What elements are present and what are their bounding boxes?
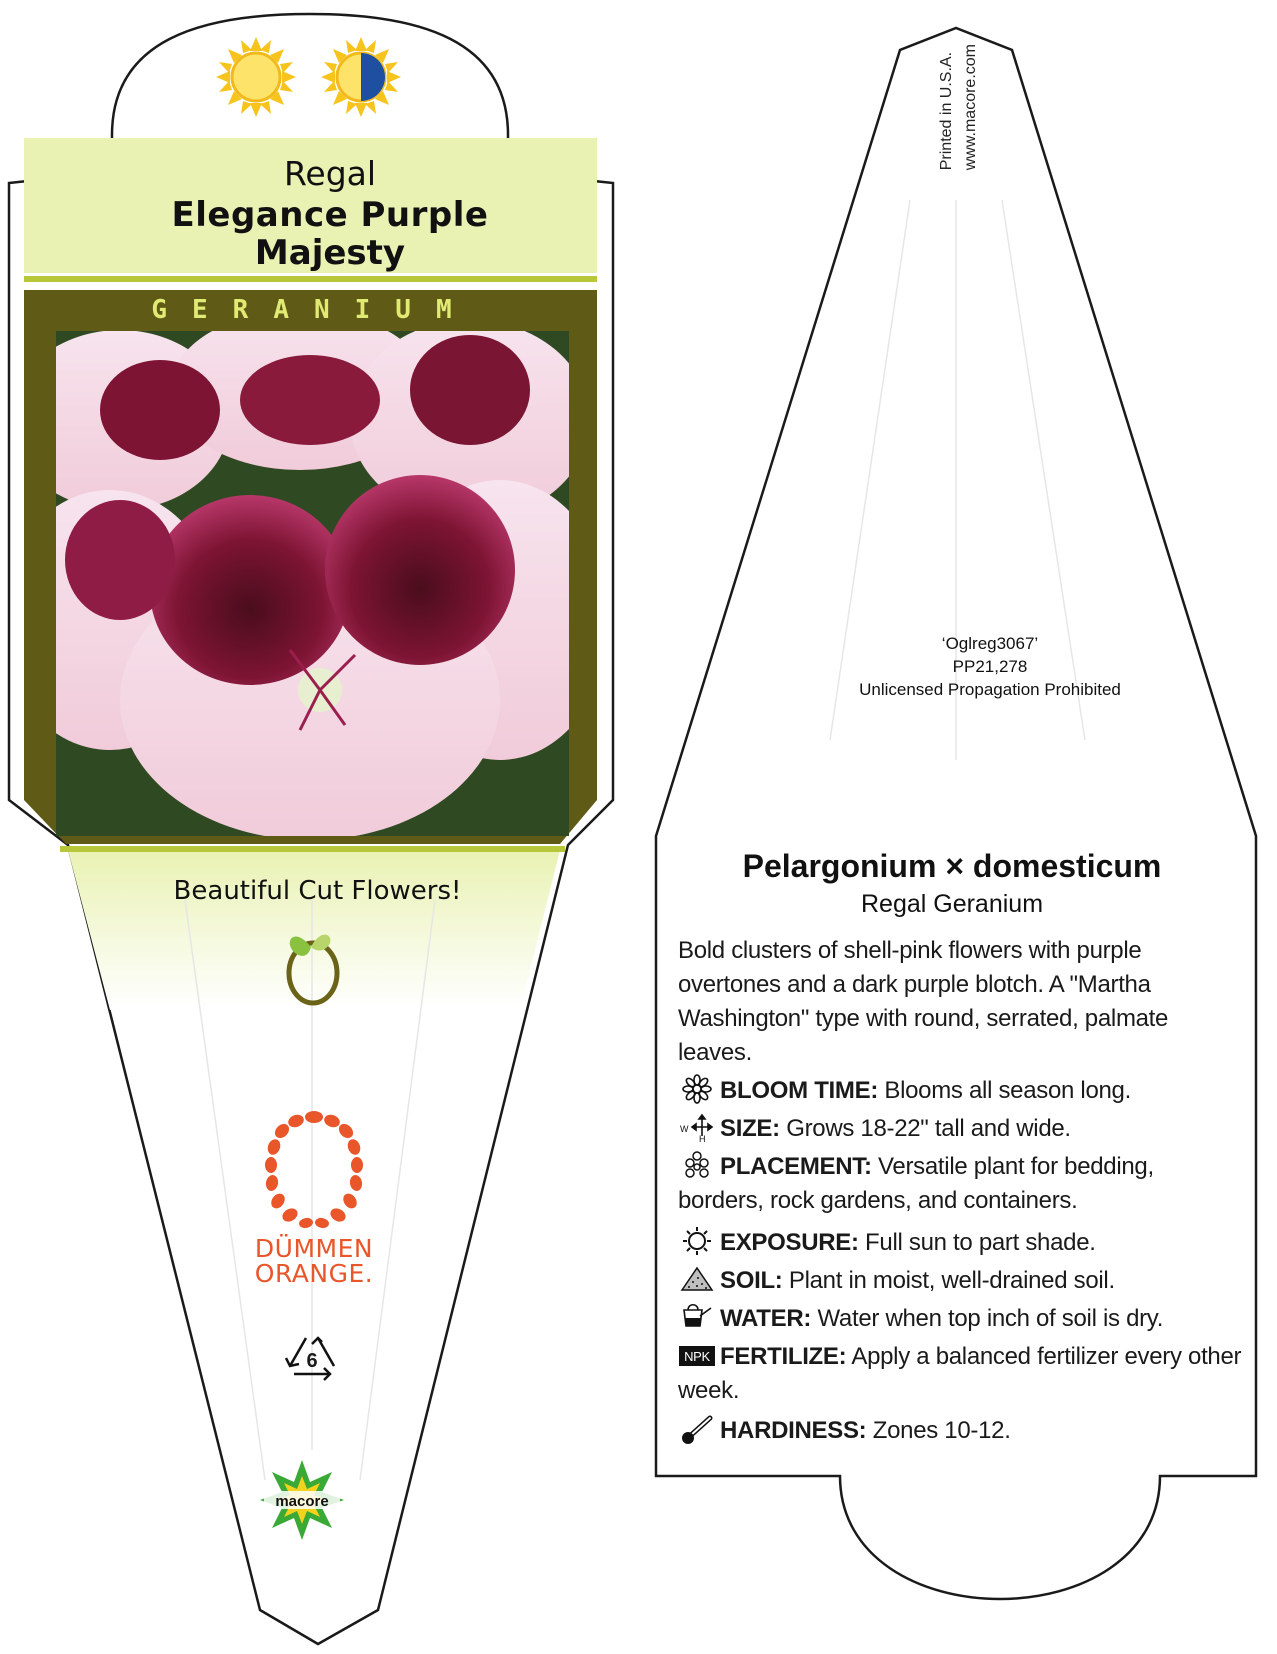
care-text: Full sun to part shade.: [865, 1229, 1096, 1256]
care-label: SOIL:: [720, 1267, 783, 1294]
flower-icon: [678, 1074, 716, 1104]
care-hardiness: [678, 1414, 1244, 1448]
common-name: Regal Geranium: [860, 890, 1044, 918]
care-text: Grows 18-22" tall and wide.: [786, 1115, 1071, 1142]
patent-block: [780, 632, 1200, 701]
variety-name-line1: Elegance Purple: [171, 195, 489, 235]
tagline: Beautiful Cut Flowers!: [173, 876, 462, 906]
brand-name-line1: DÜMMEN: [254, 1234, 374, 1263]
cultivar-code: ‘Oglreg3067’: [941, 634, 1039, 653]
care-label: SIZE:: [720, 1115, 780, 1142]
care-text: Plant in moist, well-drained soil.: [788, 1267, 1115, 1294]
variety-name-line2: Majesty: [254, 233, 406, 273]
tagline-band: [68, 850, 560, 1010]
thermometer-icon: [678, 1414, 716, 1444]
variety-prefix: Regal: [283, 154, 377, 193]
size-w-label: W: [680, 1124, 689, 1134]
full-sun-icon: [216, 37, 296, 117]
printed-in-note: [935, 44, 983, 170]
care-fertilize: [678, 1340, 1244, 1408]
placement-icon: [678, 1150, 716, 1180]
scientific-name: Pelargonium × domesticum: [742, 848, 1162, 884]
flower-photo: [0, 310, 610, 840]
description: Bold clusters of shell-pink flowers with purple overtones and a dark purple blotch. A "Martha Washington" type with round, serrated, palmate leaves.: [678, 937, 1169, 1066]
soil-icon: [678, 1264, 716, 1294]
brand-name-line2: ORANGE.: [254, 1259, 374, 1288]
care-placement: [678, 1150, 1244, 1218]
size-arrows-icon: [678, 1112, 716, 1142]
maker-logo-text: macore: [275, 1493, 329, 1510]
care-text: Water when top inch of soil is dry.: [817, 1305, 1164, 1332]
care-label: PLACEMENT:: [720, 1153, 872, 1180]
care-label: EXPOSURE:: [720, 1229, 859, 1256]
care-label: BLOOM TIME:: [720, 1077, 879, 1104]
care-exposure: [678, 1226, 1244, 1260]
recycle-code: 6: [306, 1350, 318, 1372]
size-h-label: H: [699, 1134, 706, 1142]
care-soil: [678, 1264, 1244, 1298]
sun-outline-icon: [678, 1226, 716, 1256]
care-bloom-time: [678, 1074, 1244, 1108]
care-text: Blooms all season long.: [884, 1077, 1131, 1104]
npk-icon: [678, 1340, 716, 1370]
printed-line1: Printed in U.S.A.: [938, 51, 955, 171]
care-label: WATER:: [720, 1305, 812, 1332]
propagation-notice: Unlicensed Propagation Prohibited: [859, 680, 1121, 699]
care-water: [678, 1302, 1244, 1336]
npk-label: NPK: [684, 1349, 710, 1364]
care-text: Versatile plant for bedding, borders, rock gardens, and containers.: [678, 1153, 1154, 1214]
care-size: [678, 1112, 1244, 1146]
care-text: Zones 10-12.: [872, 1417, 1011, 1444]
part-shade-icon: [321, 37, 401, 117]
brand-name: [214, 1236, 414, 1286]
variety-band-rule: [24, 276, 597, 282]
care-text: Apply a balanced fertilizer every other week.: [678, 1343, 1242, 1404]
care-label: FERTILIZE:: [720, 1343, 847, 1370]
printed-line2: www.macore.com: [962, 44, 979, 171]
patent-number: PP21,278: [952, 657, 1028, 676]
watering-can-icon: [678, 1302, 716, 1332]
genus-label: GERANIUM: [151, 295, 477, 325]
care-label: HARDINESS:: [720, 1417, 867, 1444]
